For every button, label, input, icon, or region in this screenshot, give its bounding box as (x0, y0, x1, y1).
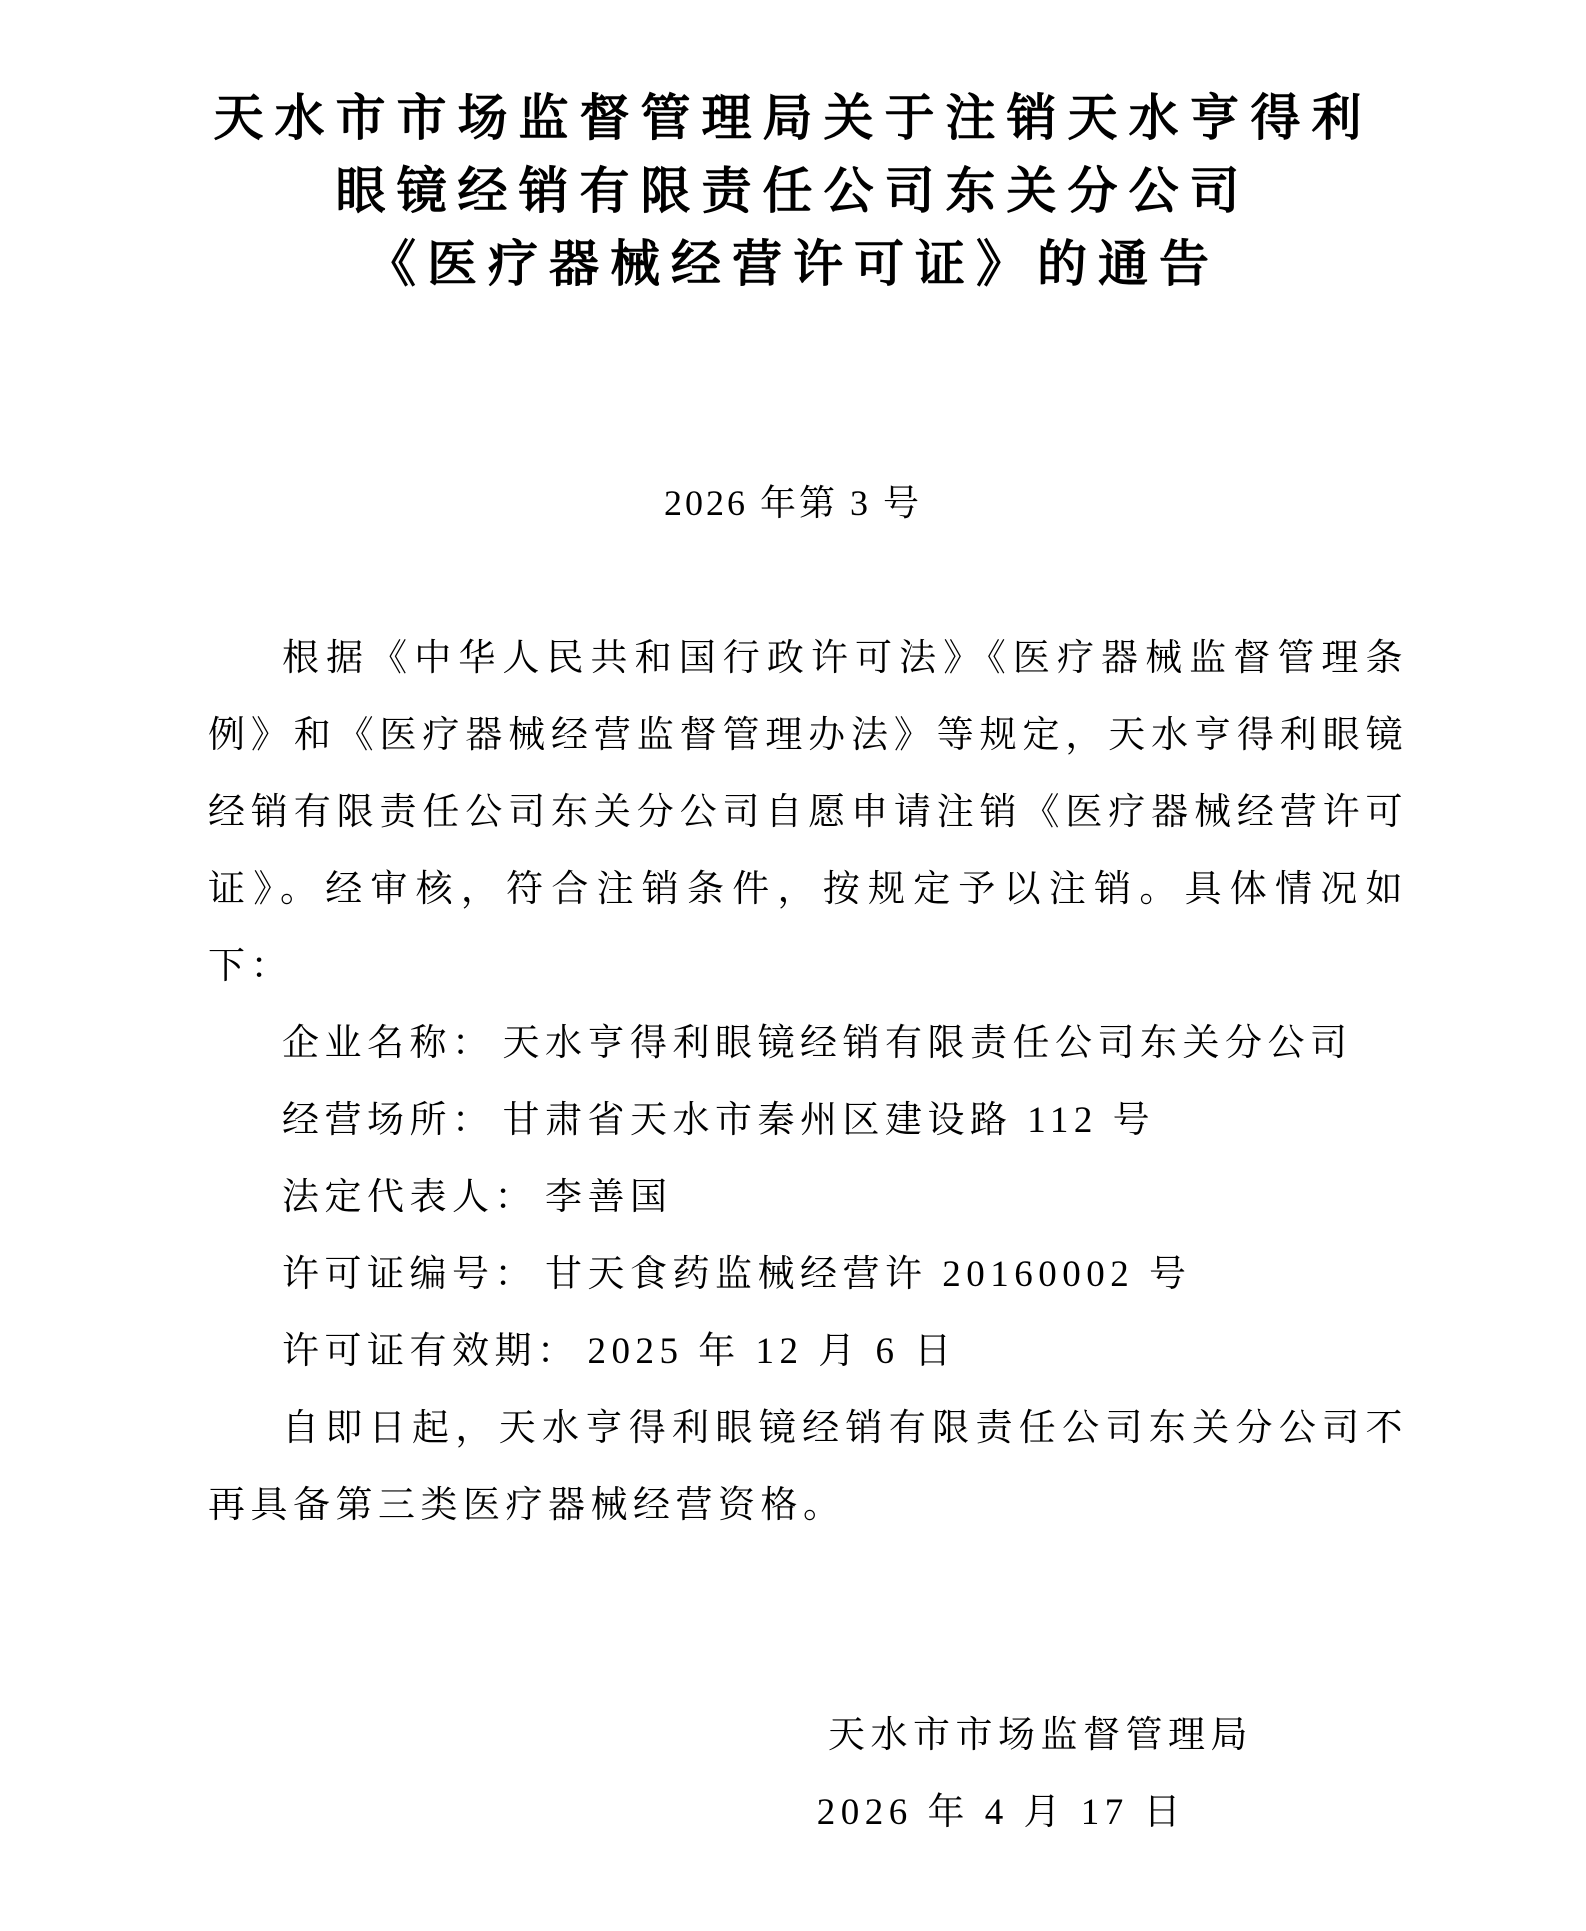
detail-license-number (208, 1236, 1408, 1313)
title-line-3: 《医疗器械经营许可证》的通告 (366, 236, 1220, 292)
detail-business-address (208, 1082, 1408, 1159)
closing-paragraph: 自即日起，天水亨得利眼镜经销有限责任公司东关分公司不再具备第三类医疗器械经营资格。 (208, 1408, 1408, 1526)
detail-label: 许可证编号： (282, 1254, 537, 1295)
intro-paragraph: 根据《中华人民共和国行政许可法》《医疗器械监督管理条例》和《医疗器械经营监督管理办法》等规定，天水亨得利眼镜经销有限责任公司东关分公司自愿申请注销《医疗器械经营许可证》。经审核，符合注销条件，按规定予以注销。具体情况如下： (208, 638, 1408, 987)
detail-value: 李善国 (545, 1177, 673, 1218)
detail-company-name (208, 1005, 1408, 1082)
detail-value: 甘天食药监械经营许 20160002 号 (545, 1254, 1192, 1295)
detail-value: 2025 年 12 月 6 日 (587, 1331, 957, 1372)
title-line-2: 眼镜经销有限责任公司东关分公司 (335, 163, 1251, 219)
title-line-1: 天水市市场监督管理局关于注销天水亨得利 (213, 90, 1373, 146)
document-title (0, 0, 1586, 301)
detail-license-validity (208, 1313, 1408, 1390)
signature-block (0, 1697, 1586, 1851)
detail-label: 经营场所： (282, 1100, 495, 1141)
detail-value: 天水亨得利眼镜经销有限责任公司东关分公司 (502, 1023, 1353, 1064)
issuing-authority: 天水市市场监督管理局 (828, 1715, 1253, 1756)
document-number: 2026 年第 3 号 (663, 483, 922, 523)
detail-label: 法定代表人： (282, 1177, 537, 1218)
detail-legal-representative (208, 1159, 1408, 1236)
issue-date: 2026 年 4 月 17 日 (816, 1792, 1186, 1833)
detail-label: 许可证有效期： (282, 1331, 580, 1372)
detail-label: 企业名称： (282, 1023, 495, 1064)
detail-value: 甘肃省天水市秦州区建设路 112 号 (502, 1100, 1156, 1141)
document-body (208, 620, 1408, 1544)
